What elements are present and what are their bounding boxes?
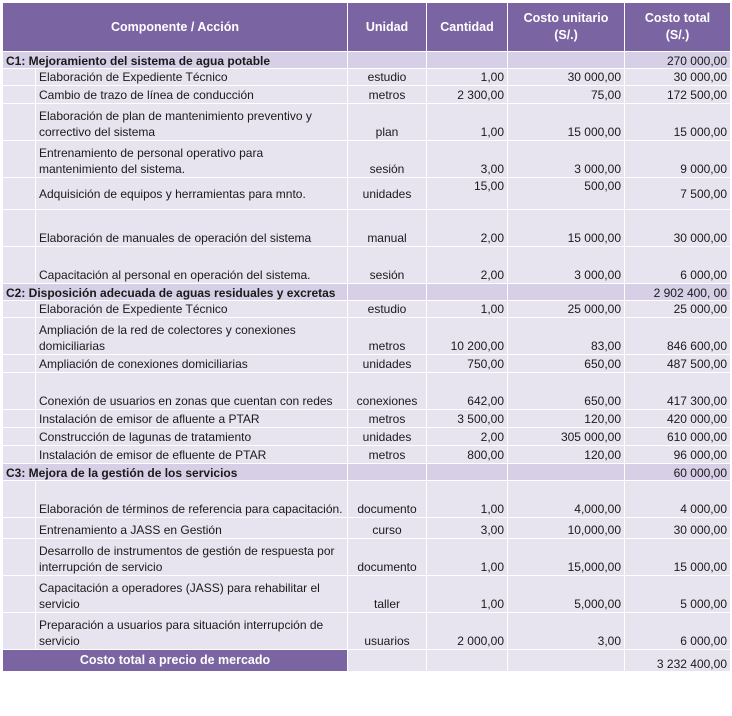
section-total: 60 000,00 — [625, 464, 731, 481]
item-quantity: 1,00 — [427, 69, 508, 86]
table-row — [3, 613, 731, 650]
item-description: Elaboración de Expediente Técnico — [36, 301, 348, 318]
item-description: Construcción de lagunas de tratamiento — [36, 428, 348, 446]
item-unit-cost: 15,000,00 — [508, 539, 625, 576]
row-marker — [3, 141, 36, 178]
item-unit-cost: 15 000,00 — [508, 104, 625, 141]
item-total-cost: 30 000,00 — [625, 210, 731, 247]
item-total-cost: 30 000,00 — [625, 69, 731, 86]
row-marker — [3, 247, 36, 284]
item-unit: conexiones — [348, 373, 427, 410]
item-total-cost: 846 600,00 — [625, 318, 731, 355]
item-unit-cost: 500,00 — [508, 178, 625, 210]
item-unit-cost: 15 000,00 — [508, 210, 625, 247]
section-blank — [348, 464, 427, 481]
section-row — [3, 284, 731, 301]
item-unit: metros — [348, 318, 427, 355]
item-unit-cost: 3 000,00 — [508, 247, 625, 284]
table-row — [3, 446, 731, 464]
item-unit-cost: 305 000,00 — [508, 428, 625, 446]
item-quantity: 1,00 — [427, 301, 508, 318]
section-total: 270 000,00 — [625, 52, 731, 69]
item-total-cost: 96 000,00 — [625, 446, 731, 464]
item-description: Conexión de usuarios en zonas que cuentan con redes — [36, 373, 348, 410]
item-description: Capacitación a operadores (JASS) para rehabilitar el servicio — [36, 576, 348, 613]
item-description: Elaboración de plan de mantenimiento preventivo y correctivo del sistema — [36, 104, 348, 141]
row-marker — [3, 104, 36, 141]
item-quantity: 2 300,00 — [427, 86, 508, 104]
item-unit: metros — [348, 410, 427, 428]
item-description: Capacitación al personal en operación del sistema. — [36, 247, 348, 284]
footer-blank — [427, 650, 508, 672]
table-row — [3, 576, 731, 613]
item-unit: sesión — [348, 247, 427, 284]
item-total-cost: 9 000,00 — [625, 141, 731, 178]
item-total-cost: 417 300,00 — [625, 373, 731, 410]
table-row — [3, 428, 731, 446]
item-total-cost: 7 500,00 — [625, 178, 731, 210]
item-quantity: 2 000,00 — [427, 613, 508, 650]
section-row — [3, 464, 731, 481]
section-blank — [348, 284, 427, 301]
table-row — [3, 86, 731, 104]
item-unit: estudio — [348, 301, 427, 318]
section-blank — [348, 52, 427, 69]
header-total-cost — [625, 3, 731, 52]
item-total-cost: 15 000,00 — [625, 104, 731, 141]
footer-total: 3 232 400,00 — [625, 650, 731, 672]
item-total-cost: 487 500,00 — [625, 355, 731, 373]
item-quantity: 1,00 — [427, 481, 508, 518]
row-marker — [3, 576, 36, 613]
item-unit-cost: 25 000,00 — [508, 301, 625, 318]
row-marker — [3, 481, 36, 518]
item-unit-cost: 83,00 — [508, 318, 625, 355]
item-quantity: 3,00 — [427, 518, 508, 539]
item-total-cost: 6 000,00 — [625, 247, 731, 284]
item-quantity: 2,00 — [427, 210, 508, 247]
table-row — [3, 178, 731, 210]
table-row — [3, 410, 731, 428]
section-blank — [427, 284, 508, 301]
item-total-cost: 5 000,00 — [625, 576, 731, 613]
item-description: Instalación de emisor de afluente a PTAR — [36, 410, 348, 428]
item-unit-cost: 30 000,00 — [508, 69, 625, 86]
row-marker — [3, 86, 36, 104]
item-unit: unidades — [348, 355, 427, 373]
row-marker — [3, 446, 36, 464]
item-unit-cost: 10,000,00 — [508, 518, 625, 539]
item-unit: metros — [348, 86, 427, 104]
header-total-cost-line1: Costo total — [644, 11, 711, 25]
table-row — [3, 69, 731, 86]
section-title: C2: Disposición adecuada de aguas residuales y excretas — [3, 284, 348, 301]
item-total-cost: 25 000,00 — [625, 301, 731, 318]
table-row — [3, 301, 731, 318]
row-marker — [3, 410, 36, 428]
section-title: C1: Mejoramiento del sistema de agua potable — [3, 52, 348, 69]
header-unit: Unidad — [348, 3, 427, 52]
section-total: 2 902 400, 00 — [625, 284, 731, 301]
item-unit: unidades — [348, 178, 427, 210]
item-quantity: 15,00 — [427, 178, 508, 210]
row-marker — [3, 318, 36, 355]
table-row — [3, 247, 731, 284]
footer-label: Costo total a precio de mercado — [3, 650, 348, 672]
section-blank — [508, 52, 625, 69]
item-unit-cost: 3 000,00 — [508, 141, 625, 178]
item-total-cost: 15 000,00 — [625, 539, 731, 576]
item-description: Instalación de emisor de efluente de PTAR — [36, 446, 348, 464]
item-description: Elaboración de manuales de operación del sistema — [36, 210, 348, 247]
header-unit-cost — [508, 3, 625, 52]
item-quantity: 1,00 — [427, 576, 508, 613]
header-quantity: Cantidad — [427, 3, 508, 52]
item-unit-cost: 650,00 — [508, 373, 625, 410]
item-unit: estudio — [348, 69, 427, 86]
header-component: Componente / Acción — [3, 3, 348, 52]
item-unit: curso — [348, 518, 427, 539]
table-row — [3, 210, 731, 247]
table-row — [3, 355, 731, 373]
table-row — [3, 104, 731, 141]
item-unit-cost: 120,00 — [508, 446, 625, 464]
item-description: Preparación a usuarios para situación interrupción de servicio — [36, 613, 348, 650]
item-total-cost: 4 000,00 — [625, 481, 731, 518]
row-marker — [3, 301, 36, 318]
item-quantity: 2,00 — [427, 247, 508, 284]
item-quantity: 1,00 — [427, 539, 508, 576]
item-unit-cost: 120,00 — [508, 410, 625, 428]
item-unit: documento — [348, 539, 427, 576]
item-quantity: 10 200,00 — [427, 318, 508, 355]
item-description: Elaboración de términos de referencia para capacitación. — [36, 481, 348, 518]
item-total-cost: 6 000,00 — [625, 613, 731, 650]
row-marker — [3, 518, 36, 539]
item-unit-cost: 3,00 — [508, 613, 625, 650]
item-quantity: 642,00 — [427, 373, 508, 410]
item-total-cost: 610 000,00 — [625, 428, 731, 446]
section-title: C3: Mejora de la gestión de los servicios — [3, 464, 348, 481]
item-unit: taller — [348, 576, 427, 613]
section-blank — [508, 464, 625, 481]
section-row — [3, 52, 731, 69]
item-quantity: 750,00 — [427, 355, 508, 373]
footer-blank — [508, 650, 625, 672]
item-description: Desarrollo de instrumentos de gestión de respuesta por interrupción de servicio — [36, 539, 348, 576]
item-unit: manual — [348, 210, 427, 247]
item-unit: sesión — [348, 141, 427, 178]
item-total-cost: 172 500,00 — [625, 86, 731, 104]
item-quantity: 1,00 — [427, 104, 508, 141]
item-description: Elaboración de Expediente Técnico — [36, 69, 348, 86]
table-row — [3, 141, 731, 178]
item-unit-cost: 5,000,00 — [508, 576, 625, 613]
section-blank — [427, 52, 508, 69]
cost-table-body — [3, 52, 731, 672]
item-description: Entrenamiento de personal operativo para mantenimiento del sistema. — [36, 141, 348, 178]
row-marker — [3, 69, 36, 86]
item-quantity: 3 500,00 — [427, 410, 508, 428]
table-row — [3, 539, 731, 576]
row-marker — [3, 210, 36, 247]
item-quantity: 800,00 — [427, 446, 508, 464]
item-unit-cost: 4,000,00 — [508, 481, 625, 518]
item-quantity: 3,00 — [427, 141, 508, 178]
item-unit: metros — [348, 446, 427, 464]
header-unit-cost-line2: (S/.) — [554, 28, 578, 42]
header-unit-cost-line1: Costo unitario — [523, 11, 609, 25]
item-total-cost: 30 000,00 — [625, 518, 731, 539]
row-marker — [3, 355, 36, 373]
row-marker — [3, 178, 36, 210]
item-description: Adquisición de equipos y herramientas para mnto. — [36, 178, 348, 210]
item-unit-cost: 75,00 — [508, 86, 625, 104]
row-marker — [3, 613, 36, 650]
item-description: Entrenamiento a JASS en Gestión — [36, 518, 348, 539]
item-description: Ampliación de la red de colectores y conexiones domiciliarias — [36, 318, 348, 355]
header-row — [3, 3, 731, 52]
table-row — [3, 518, 731, 539]
footer-row — [3, 650, 731, 672]
item-unit-cost: 650,00 — [508, 355, 625, 373]
section-blank — [508, 284, 625, 301]
table-row — [3, 373, 731, 410]
header-total-cost-line2: (S/.) — [665, 28, 690, 42]
item-unit: plan — [348, 104, 427, 141]
item-description: Ampliación de conexiones domiciliarias — [36, 355, 348, 373]
item-description: Cambio de trazo de línea de conducción — [36, 86, 348, 104]
item-unit: unidades — [348, 428, 427, 446]
item-total-cost: 420 000,00 — [625, 410, 731, 428]
item-unit: usuarios — [348, 613, 427, 650]
row-marker — [3, 373, 36, 410]
cost-table — [2, 2, 731, 672]
item-quantity: 2,00 — [427, 428, 508, 446]
section-blank — [427, 464, 508, 481]
table-row — [3, 481, 731, 518]
row-marker — [3, 428, 36, 446]
footer-blank — [348, 650, 427, 672]
row-marker — [3, 539, 36, 576]
table-row — [3, 318, 731, 355]
item-unit: documento — [348, 481, 427, 518]
